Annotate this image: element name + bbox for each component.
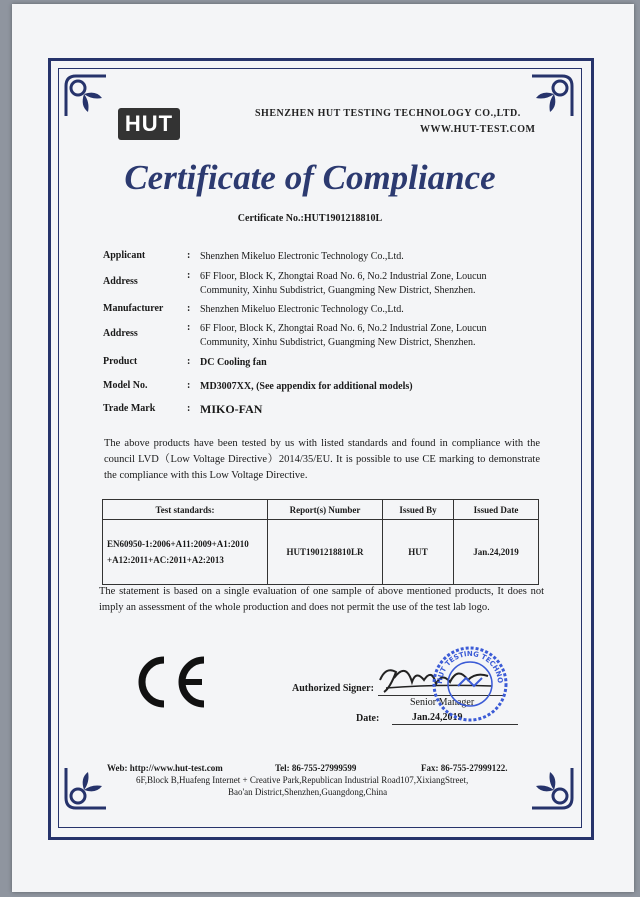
certificate-number: Certificate No.:HUT1901218810L <box>237 213 383 224</box>
compliance-paragraph: The above products have been tested by us with listed standards and found in compliance with the council LVD（Low Voltage Directive）2014/35/EU. It is possible to use CE marking to demonstrate the compliance with this Low Voltage Directive. <box>104 438 540 481</box>
footer-fax: Fax: 86-755-27999122. <box>421 763 508 773</box>
field-value: MIKO-FAN <box>200 402 263 416</box>
table-cell-standards <box>103 520 268 585</box>
field-value: Shenzhen Mikeluo Electronic Technology Co.,Ltd. <box>200 304 404 315</box>
field-value: Shenzhen Mikeluo Electronic Technology Co.,Ltd. <box>200 251 404 262</box>
footer-address-line2: Bao'an District,Shenzhen,Guangdong,China <box>228 787 388 797</box>
standards-table <box>102 499 539 585</box>
stamp-text: HUT TESTING TECHNO <box>435 649 505 685</box>
table-header: Report(s) Number <box>268 500 383 520</box>
certificate-title: Certificate of Compliance <box>124 158 496 197</box>
field-value-line1: 6F Floor, Block K, Zhongtai Road No. 6, No.2 Industrial Zone, Loucun <box>200 271 487 282</box>
footer-web: Web: http://www.hut-test.com <box>107 763 223 773</box>
signer-role: Senior Manager <box>410 697 475 708</box>
standard-line: EN60950-1:2006+A11:2009+A1:2010 <box>107 539 249 549</box>
ce-mark-icon <box>130 652 208 717</box>
field-label: Model No. <box>103 380 148 391</box>
field-colon: : <box>187 250 191 261</box>
footer-address-line1: 6F,Block B,Huafeng Internet + Creative Park,Republican Industrial Road107,XixiangStreet, <box>136 775 469 785</box>
authorized-signer-label: Authorized Signer: <box>292 683 374 694</box>
corner-ornament-icon <box>528 72 576 120</box>
table-row <box>103 520 539 585</box>
field-label: Trade Mark <box>103 403 156 414</box>
table-cell-issued-by: HUT <box>383 520 454 585</box>
table-cell-report: HUT1901218810LR <box>268 520 383 585</box>
company-name: SHENZHEN HUT TESTING TECHNOLOGY CO.,LTD. <box>255 108 521 119</box>
corner-ornament-icon <box>528 764 576 812</box>
field-label: Applicant <box>103 250 146 261</box>
field-value: DC Cooling fan <box>200 357 267 368</box>
company-website: WWW.HUT-TEST.COM <box>420 124 536 135</box>
field-colon: : <box>187 380 191 391</box>
company-stamp-icon <box>430 644 510 729</box>
field-value-line2: Community, Xinhu Subdistrict, Guangming New District, Shenzhen. <box>200 337 476 348</box>
field-label: Address <box>103 328 138 339</box>
field-colon: : <box>187 303 191 314</box>
field-colon: : <box>187 403 191 414</box>
table-header: Test standards: <box>103 500 268 520</box>
table-header-row <box>103 500 539 520</box>
table-cell-issued-date: Jan.24,2019 <box>454 520 539 585</box>
field-label: Product <box>103 356 138 367</box>
field-colon: : <box>187 270 191 281</box>
field-label: Manufacturer <box>103 303 164 314</box>
field-value-line2: Community, Xinhu Subdistrict, Guangming New District, Shenzhen. <box>200 285 476 296</box>
date-value: Jan.24,2019 <box>412 712 463 723</box>
footer-tel: Tel: 86-755-27999599 <box>275 763 357 773</box>
corner-ornament-icon <box>62 764 110 812</box>
field-label: Address <box>103 276 138 287</box>
statement-paragraph: The statement is based on a single evaluation of one sample of above mentioned products, It does not imply an assessment of the whole production and does not permit the use of the test lab logo. <box>99 586 544 613</box>
hut-logo: HUT <box>118 108 180 140</box>
corner-ornament-icon <box>62 72 110 120</box>
table-header: Issued Date <box>454 500 539 520</box>
standard-line: +A12:2011+AC:2011+A2:2013 <box>107 555 224 565</box>
date-label: Date: <box>356 713 380 724</box>
table-header: Issued By <box>383 500 454 520</box>
field-colon: : <box>187 356 191 367</box>
field-colon: : <box>187 322 191 333</box>
field-value-line1: 6F Floor, Block K, Zhongtai Road No. 6, No.2 Industrial Zone, Loucun <box>200 323 487 334</box>
field-value: MD3007XX, (See appendix for additional models) <box>200 381 413 392</box>
